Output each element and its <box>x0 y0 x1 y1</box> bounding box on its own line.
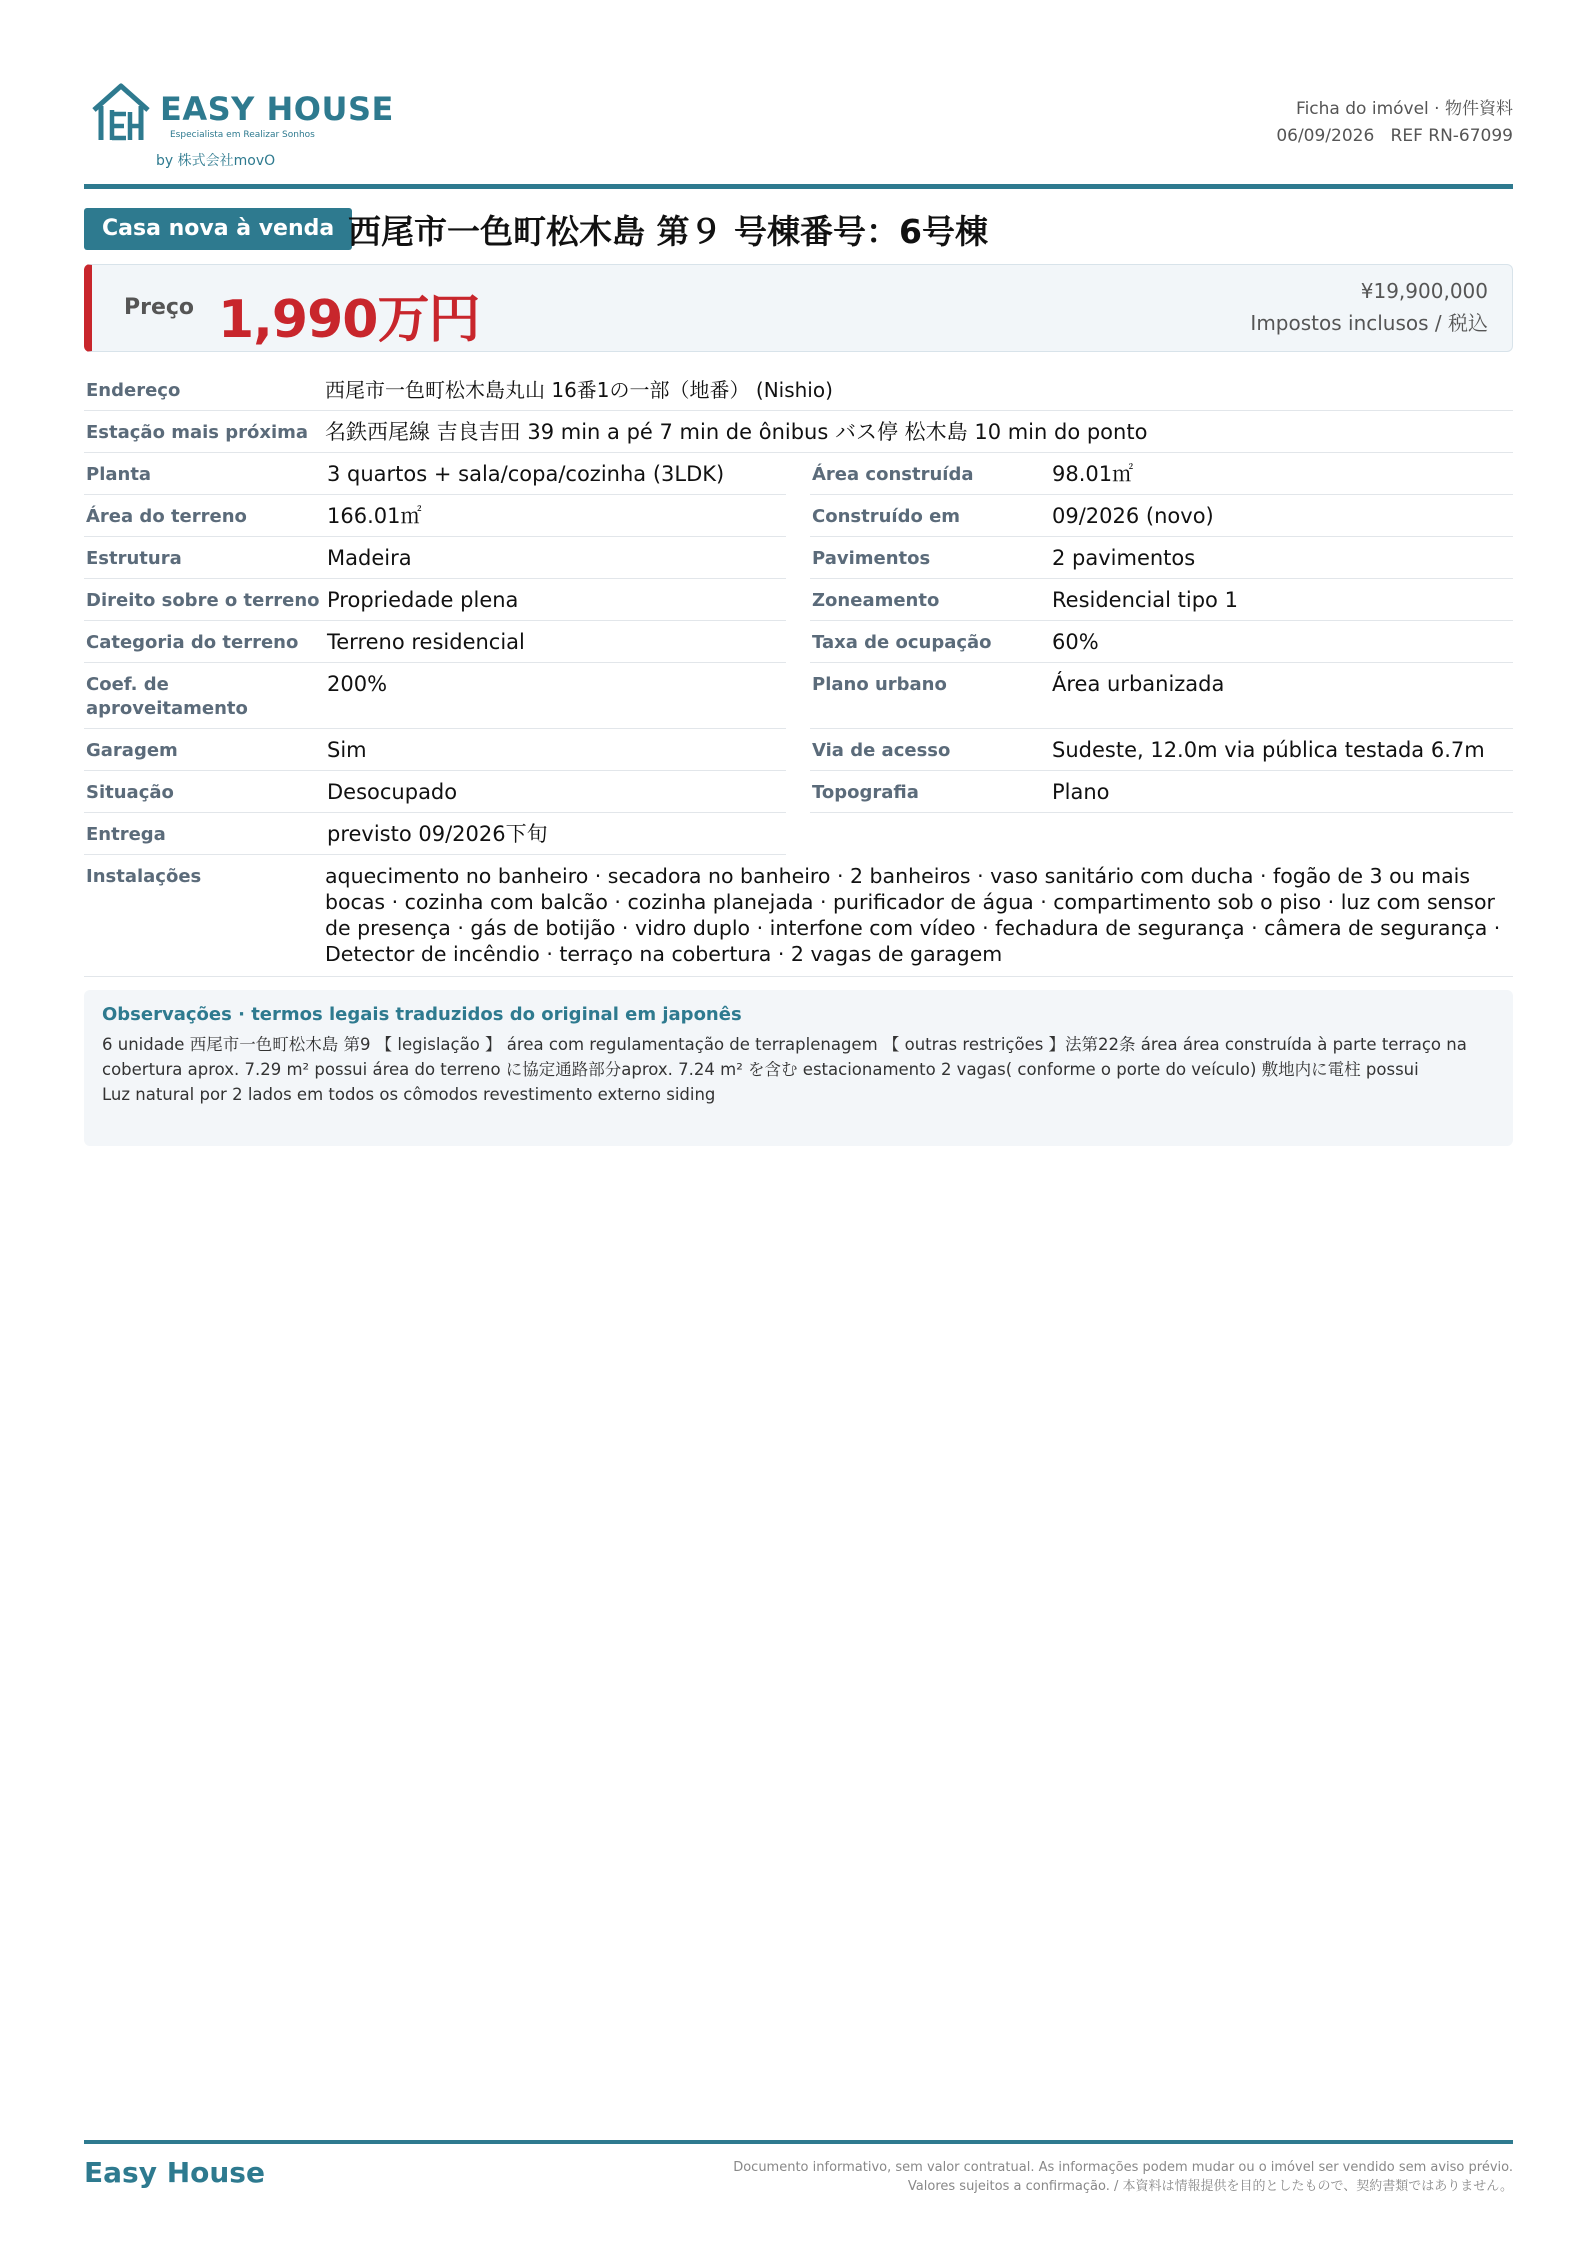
detail-label: Categoria do terreno <box>86 632 299 653</box>
detail-value: Sudeste, 12.0m via pública testada 6.7m <box>1052 738 1485 762</box>
price-yen: ¥19,900,000 <box>1360 279 1488 303</box>
brand-logo <box>90 82 394 172</box>
detail-row-status <box>84 771 786 813</box>
detail-row-land-area <box>84 495 786 537</box>
detail-value: Desocupado <box>327 780 458 804</box>
detail-label: Endereço <box>86 380 181 401</box>
detail-row-garage <box>84 729 786 771</box>
detail-row-urban-plan <box>810 663 1513 729</box>
document-date-ref <box>1276 123 1513 150</box>
notes-text-1: 6 unidade 西尾市一色町松木島 第9 【 legislação 】 área com regulamentação de terraplenagem 【 outras restrições 】法第22条 área área construída à parte terraço na cobertura aprox. 7.29 m² possui área do terreno に協定通路部分aprox. 7.24 m² を含む estacionamento 2 vagas( conforme o porte do veículo) 敷地内に電柱 possui <box>102 1035 1467 1079</box>
price-label: Preço <box>124 295 195 320</box>
detail-row-delivery <box>84 813 786 855</box>
price-tax-note: Impostos inclusos / 税込 <box>1250 311 1488 335</box>
detail-value: 09/2026 (novo) <box>1052 504 1214 528</box>
detail-label: Situação <box>86 782 174 803</box>
detail-label: Taxa de ocupação <box>812 632 992 653</box>
notes-title: Observações · termos legais traduzidos do original em japonês <box>102 1004 742 1025</box>
notes-text-2: Luz natural por 2 lados em todos os cômodos revestimento externo siding <box>102 1085 716 1104</box>
detail-label: Zoneamento <box>812 590 940 611</box>
detail-row-coverage <box>810 621 1513 663</box>
detail-row-station <box>84 411 1513 453</box>
detail-value: 60% <box>1052 630 1099 654</box>
document-ref: REF RN-67099 <box>1390 126 1513 146</box>
detail-value: previsto 09/2026下旬 <box>327 822 548 846</box>
detail-row-topography <box>810 771 1513 813</box>
brand-by: by 株式会社movO <box>156 153 276 169</box>
detail-label: Instalações <box>86 866 202 887</box>
listing-type-badge: Casa nova à venda <box>84 208 352 250</box>
detail-label: Topografia <box>812 782 919 803</box>
detail-label: Planta <box>86 464 152 485</box>
property-title: 西尾市一色町松木島 第９ 号棟番号：6号棟 <box>348 212 988 251</box>
detail-row-far <box>84 663 786 729</box>
detail-value: 98.01㎡ <box>1052 462 1134 486</box>
detail-row-floors <box>810 537 1513 579</box>
detail-label: Área construída <box>812 464 974 485</box>
detail-value: 西尾市一色町松木島丸山 16番1の一部（地番） (Nishio) <box>325 378 833 402</box>
detail-label: Estrutura <box>86 548 182 569</box>
detail-row-structure <box>84 537 786 579</box>
detail-label: Via de acesso <box>812 740 951 761</box>
detail-label: Construído em <box>812 506 961 527</box>
detail-label: Entrega <box>86 824 166 845</box>
notes-box <box>84 990 1513 1146</box>
detail-label: Direito sobre o terreno <box>86 590 320 611</box>
detail-value: 200% <box>327 672 388 696</box>
footer-divider <box>84 2140 1513 2144</box>
detail-row-access <box>810 729 1513 771</box>
detail-value: 2 pavimentos <box>1052 546 1196 570</box>
detail-label: Plano urbano <box>812 674 947 695</box>
header-divider <box>84 184 1513 189</box>
detail-value: 名鉄西尾線 吉良吉田 39 min a pé 7 min de ônibus バス停 松木島 10 min do ponto <box>325 420 1148 444</box>
detail-row-floor-area <box>810 453 1513 495</box>
detail-value: Plano <box>1052 780 1110 804</box>
house-logo-icon <box>90 82 152 144</box>
detail-label: Coef. de aproveitamento <box>86 674 248 719</box>
detail-row-land-right <box>84 579 786 621</box>
detail-row-zoning <box>810 579 1513 621</box>
detail-label: Garagem <box>86 740 178 761</box>
document-meta <box>1276 96 1513 150</box>
detail-label: Estação mais próxima <box>86 422 309 443</box>
footer-brand: Easy House <box>84 2156 265 2189</box>
detail-label: Área do terreno <box>86 506 247 527</box>
detail-value: Terreno residencial <box>327 630 525 654</box>
detail-row-built <box>810 495 1513 537</box>
detail-value: Madeira <box>327 546 412 570</box>
brand-tagline: Especialista em Realizar Sonhos <box>170 130 315 140</box>
price-value: 1,990万円 <box>218 290 480 350</box>
detail-value: Residencial tipo 1 <box>1052 588 1238 612</box>
document-date: 06/09/2026 <box>1276 126 1375 146</box>
brand-name: EASY HOUSE <box>160 90 394 128</box>
detail-value: Área urbanizada <box>1052 672 1225 696</box>
detail-value: Sim <box>327 738 367 762</box>
detail-row-facilities <box>84 855 1513 977</box>
footer-disclaimer: Documento informativo, sem valor contratual. As informações podem mudar ou o imóvel ser vendido sem aviso prévio. Valores sujeitos a confirmação. / 本資料は情報提供を目的としたもので、契約書類ではありません。 <box>733 2160 1513 2194</box>
document-type: Ficha do imóvel · 物件資料 <box>1296 99 1513 119</box>
detail-row-address <box>84 369 1513 411</box>
detail-value: Propriedade plena <box>327 588 519 612</box>
price-box <box>84 264 1513 352</box>
detail-label: Pavimentos <box>812 548 931 569</box>
detail-value: aquecimento no banheiro · secadora no banheiro · 2 banheiros · vaso sanitário com ducha · fogão de 3 ou mais bocas · cozinha com balcão · cozinha planejada · purificador de água · compartimento sob o piso · luz com sensor de presença · gás de botijão · vidro duplo · interfone com vídeo · fechadura de segurança · câmera de segurança · Detector de incêndio · terraço na cobertura · 2 vagas de garagem <box>325 864 1501 966</box>
detail-row-land-category <box>84 621 786 663</box>
detail-value: 3 quartos + sala/copa/cozinha (3LDK) <box>327 462 725 486</box>
detail-value: 166.01㎡ <box>327 504 422 528</box>
detail-row-layout <box>84 453 786 495</box>
